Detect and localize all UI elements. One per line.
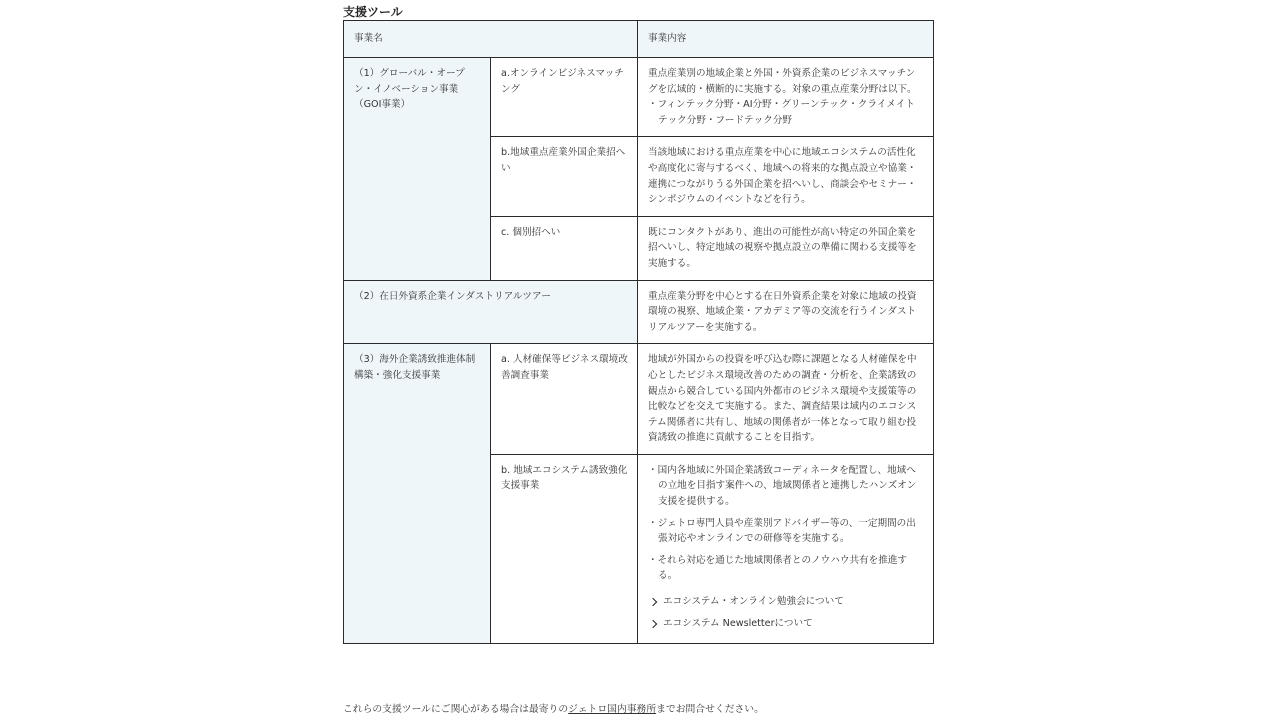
bullet-item: ・ ジェトロ専門人員や産業別アドバイザー等の、一定期間の出張対応やオンラインでの研修等を実施する。	[648, 516, 924, 547]
support-tools-section	[343, 4, 933, 644]
description-text: 重点産業別の地域企業と外国・外資系企業のビジネスマッチングを広域的・横断的に実施する。対象の重点産業分野は以下。	[648, 68, 917, 95]
program-description: 地域が外国からの投資を呼び込む際に課題となる人材確保を中心としたビジネス環境改善のための調査・分析を、企業誘致の観点から競合している国内外都市のビジネス環境や支援策等の比較などを交えて実施する。また、調査結果は域内のエコシステム関係者に共有し、地域の関係者が一体となって取り組む投資誘致の推進に貢献することを目指す。	[638, 344, 934, 455]
program-name: （1）グローバル・オープン・イノベーション事業（GOI事業）	[344, 58, 491, 281]
support-tools-table	[343, 20, 934, 644]
sub-program-name: c. 個別招へい	[491, 216, 638, 280]
table-row	[344, 280, 934, 344]
program-description: 既にコンタクトがあり、進出の可能性が高い特定の外国企業を招へいし、特定地域の視察や拠点設立の準備に関わる支援等を実施する。	[638, 216, 934, 280]
chevron-right-icon	[649, 598, 657, 606]
program-description	[638, 454, 934, 643]
program-name: （3）海外企業誘致推進体制構築・強化支援事業	[344, 344, 491, 644]
table-row	[344, 344, 934, 455]
sub-program-name: b. 地域エコシステム誘致強化支援事業	[491, 454, 638, 643]
link-ecosystem-newsletter[interactable]	[648, 613, 924, 635]
jetro-domestic-offices-link[interactable]: ジェトロ国内事務所	[568, 704, 657, 715]
related-links	[648, 591, 924, 635]
bullet-item: ・ それら対応を通じた地域関係者とのノウハウ共有を推進する。	[648, 553, 924, 584]
bullet-item: ・ フィンテック分野・AI分野・グリーンテック・クライメイトテック分野・フードテック分野	[648, 97, 924, 128]
footer-suffix: までお問合せください。	[656, 704, 764, 715]
link-label[interactable]: エコシステム Newsletterについて	[663, 618, 813, 630]
program-description: 当該地域における重点産業を中心に地域エコシステムの活性化や高度化に寄与するべく、地域への将来的な拠点設立や協業・連携につながりうる外国企業を招へいし、商談会やセミナー・シンポジウムのイベントなどを行う。	[638, 137, 934, 216]
section-title: 支援ツール	[343, 5, 403, 19]
table-header-row	[344, 21, 934, 58]
header-program-content: 事業内容	[638, 21, 934, 58]
table-row	[344, 58, 934, 137]
program-description: 重点産業分野を中心とする在日外資系企業を対象に地域の投資環境の視察、地域企業・アカデミア等の交流を行うインダストリアルツアーを実施する。	[638, 280, 934, 344]
link-ecosystem-online-study[interactable]	[648, 591, 924, 613]
program-description	[638, 58, 934, 137]
sub-program-name: a.オンラインビジネスマッチング	[491, 58, 638, 137]
program-name: （2）在日外資系企業インダストリアルツアー	[344, 280, 638, 344]
footer-prefix: これらの支援ツールにご関心がある場合は最寄りの	[343, 704, 569, 715]
footer-note	[343, 702, 764, 718]
sub-program-name: a. 人材確保等ビジネス環境改善調査事業	[491, 344, 638, 455]
link-label[interactable]: エコシステム・オンライン勉強会について	[663, 596, 844, 608]
bullet-item: ・ 国内各地域に外国企業誘致コーディネータを配置し、地域への立地を目指す案件への、地域関係者と連携したハンズオン支援を提供する。	[648, 463, 924, 510]
chevron-right-icon	[649, 620, 657, 628]
header-program-name: 事業名	[344, 21, 638, 58]
sub-program-name: b.地域重点産業外国企業招へい	[491, 137, 638, 216]
